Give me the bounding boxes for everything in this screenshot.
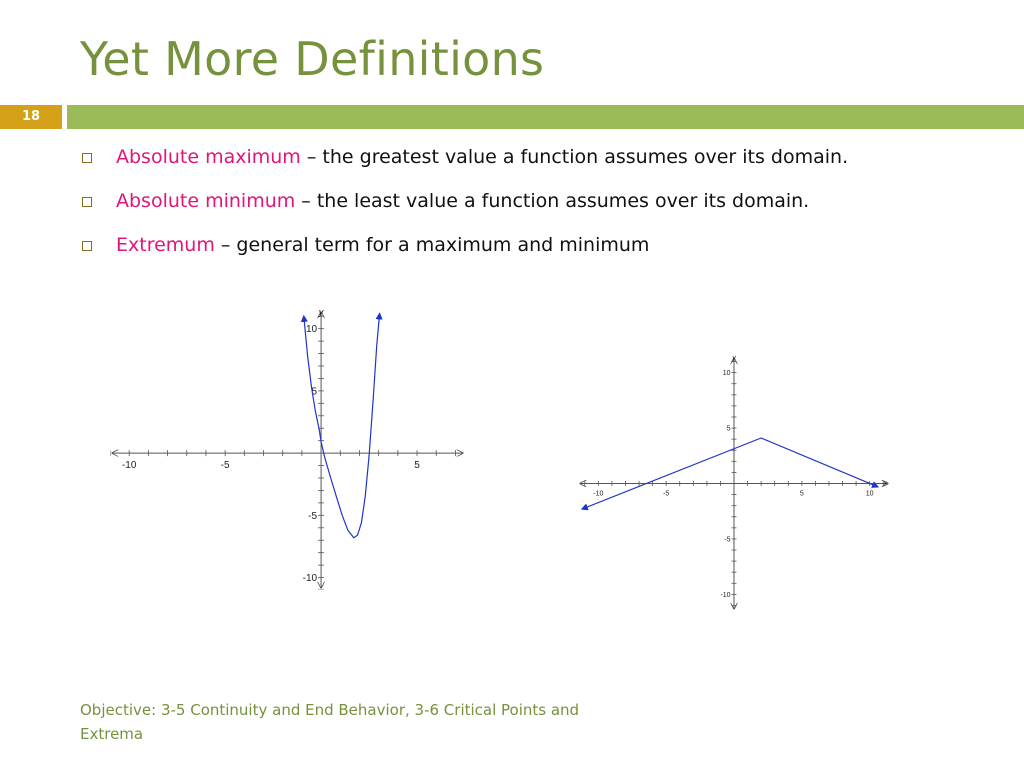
- definition-text: – the least value a function assumes over its domain.: [295, 190, 810, 212]
- series-line: [582, 438, 878, 509]
- x-tick-label: 5: [414, 460, 420, 472]
- y-tick-label: -5: [308, 510, 318, 522]
- graph-polynomial: [110, 310, 465, 590]
- title-rule: [67, 105, 1024, 129]
- objective-footer: Objective: 3-5 Continuity and End Behavior, 3-6 Critical Points and Extrema: [80, 701, 580, 743]
- x-tick-label: -10: [593, 490, 604, 498]
- slide-number: 18: [0, 105, 62, 129]
- y-axis-label: y: [318, 310, 324, 318]
- graph-piecewise-linear: [578, 356, 890, 611]
- x-tick-label: 10: [865, 490, 874, 498]
- definition-term: Absolute maximum: [116, 146, 301, 168]
- x-tick-label: -5: [220, 460, 230, 472]
- definition-term: Absolute minimum: [116, 190, 296, 212]
- y-tick-label: -5: [724, 536, 731, 544]
- y-tick-label: 10: [722, 370, 731, 378]
- square-bullet-icon: [82, 197, 92, 207]
- series-line: [304, 314, 380, 538]
- x-tick-label: -10: [121, 460, 137, 472]
- x-axis-label: x: [883, 480, 887, 488]
- y-tick-label: 5: [311, 386, 318, 398]
- y-tick-label: 5: [726, 425, 731, 433]
- y-tick-label: -10: [302, 573, 318, 585]
- x-tick-label: 5: [799, 490, 804, 498]
- y-tick-label: 10: [305, 324, 318, 336]
- definition-text: – the greatest value a function assumes over its domain.: [300, 146, 849, 168]
- definition-term: Extremum: [116, 234, 215, 256]
- definition-list: [82, 142, 882, 274]
- list-item: [82, 142, 882, 172]
- y-tick-label: -10: [720, 591, 731, 599]
- square-bullet-icon: [82, 241, 92, 251]
- slide-title: Yet More Definitions: [80, 32, 545, 86]
- list-item: [82, 186, 882, 216]
- list-item: [82, 230, 882, 260]
- x-tick-label: -5: [663, 490, 670, 498]
- definition-text: – general term for a maximum and minimum: [214, 234, 650, 256]
- square-bullet-icon: [82, 153, 92, 163]
- y-axis-label: y: [732, 356, 736, 363]
